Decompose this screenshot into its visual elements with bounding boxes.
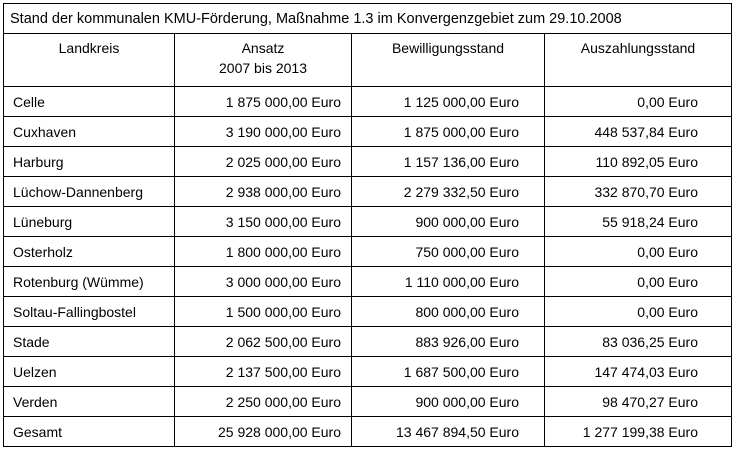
cell-landkreis: Cuxhaven	[4, 117, 175, 147]
cell-auszahlungsstand: 0,00 Euro	[545, 267, 732, 297]
cell-landkreis: Celle	[4, 87, 175, 117]
cell-landkreis: Harburg	[4, 147, 175, 177]
cell-bewilligungsstand: 883 926,00 Euro	[352, 327, 545, 357]
cell-ansatz: 1 500 000,00 Euro	[175, 297, 352, 327]
table-row	[4, 357, 732, 387]
table-row	[4, 267, 732, 297]
cell-ansatz: 1 875 000,00 Euro	[175, 87, 352, 117]
cell-auszahlungsstand: 98 470,27 Euro	[545, 387, 732, 417]
table-row	[4, 87, 732, 117]
cell-bewilligungsstand: 800 000,00 Euro	[352, 297, 545, 327]
header-bewilligungsstand: Bewilligungsstand	[352, 34, 545, 87]
cell-bewilligungsstand: 900 000,00 Euro	[352, 207, 545, 237]
total-row	[4, 417, 732, 447]
cell-landkreis: Lüneburg	[4, 207, 175, 237]
cell-auszahlungsstand: 0,00 Euro	[545, 297, 732, 327]
cell-ansatz: 25 928 000,00 Euro	[175, 417, 352, 447]
cell-auszahlungsstand: 1 277 199,38 Euro	[545, 417, 732, 447]
cell-auszahlungsstand: 0,00 Euro	[545, 237, 732, 267]
table-title-row	[4, 4, 732, 34]
cell-bewilligungsstand: 1 687 500,00 Euro	[352, 357, 545, 387]
header-ansatz	[175, 34, 352, 87]
header-ansatz-line1: Ansatz	[241, 40, 285, 56]
cell-auszahlungsstand: 147 474,03 Euro	[545, 357, 732, 387]
table-row	[4, 297, 732, 327]
cell-ansatz: 2 250 000,00 Euro	[175, 387, 352, 417]
header-ansatz-line2: 2007 bis 2013	[219, 60, 307, 76]
table-body	[4, 4, 732, 447]
cell-bewilligungsstand: 1 125 000,00 Euro	[352, 87, 545, 117]
cell-auszahlungsstand: 55 918,24 Euro	[545, 207, 732, 237]
table-row	[4, 327, 732, 357]
table-row	[4, 237, 732, 267]
header-landkreis: Landkreis	[4, 34, 175, 87]
cell-landkreis: Verden	[4, 387, 175, 417]
table-row	[4, 147, 732, 177]
cell-landkreis: Osterholz	[4, 237, 175, 267]
cell-ansatz: 2 025 000,00 Euro	[175, 147, 352, 177]
cell-bewilligungsstand: 1 110 000,00 Euro	[352, 267, 545, 297]
cell-landkreis: Lüchow-Dannenberg	[4, 177, 175, 207]
cell-landkreis: Gesamt	[4, 417, 175, 447]
cell-bewilligungsstand: 1 157 136,00 Euro	[352, 147, 545, 177]
cell-auszahlungsstand: 110 892,05 Euro	[545, 147, 732, 177]
table-row	[4, 177, 732, 207]
funding-table	[3, 3, 732, 447]
cell-landkreis: Uelzen	[4, 357, 175, 387]
cell-ansatz: 2 137 500,00 Euro	[175, 357, 352, 387]
cell-landkreis: Rotenburg (Wümme)	[4, 267, 175, 297]
cell-ansatz: 1 800 000,00 Euro	[175, 237, 352, 267]
cell-auszahlungsstand: 83 036,25 Euro	[545, 327, 732, 357]
cell-bewilligungsstand: 2 279 332,50 Euro	[352, 177, 545, 207]
cell-landkreis: Soltau-Fallingbostel	[4, 297, 175, 327]
cell-auszahlungsstand: 332 870,70 Euro	[545, 177, 732, 207]
table-title: Stand der kommunalen KMU-Förderung, Maßnahme 1.3 im Konvergenzgebiet zum 29.10.2008	[4, 4, 732, 34]
cell-auszahlungsstand: 0,00 Euro	[545, 87, 732, 117]
cell-ansatz: 3 190 000,00 Euro	[175, 117, 352, 147]
table-row	[4, 207, 732, 237]
cell-ansatz: 3 000 000,00 Euro	[175, 267, 352, 297]
cell-ansatz: 2 938 000,00 Euro	[175, 177, 352, 207]
cell-auszahlungsstand: 448 537,84 Euro	[545, 117, 732, 147]
cell-ansatz: 3 150 000,00 Euro	[175, 207, 352, 237]
cell-bewilligungsstand: 13 467 894,50 Euro	[352, 417, 545, 447]
cell-landkreis: Stade	[4, 327, 175, 357]
table-row	[4, 117, 732, 147]
cell-ansatz: 2 062 500,00 Euro	[175, 327, 352, 357]
cell-bewilligungsstand: 900 000,00 Euro	[352, 387, 545, 417]
cell-bewilligungsstand: 1 875 000,00 Euro	[352, 117, 545, 147]
cell-bewilligungsstand: 750 000,00 Euro	[352, 237, 545, 267]
table-header-row	[4, 34, 732, 87]
header-auszahlungsstand: Auszahlungsstand	[545, 34, 732, 87]
table-row	[4, 387, 732, 417]
